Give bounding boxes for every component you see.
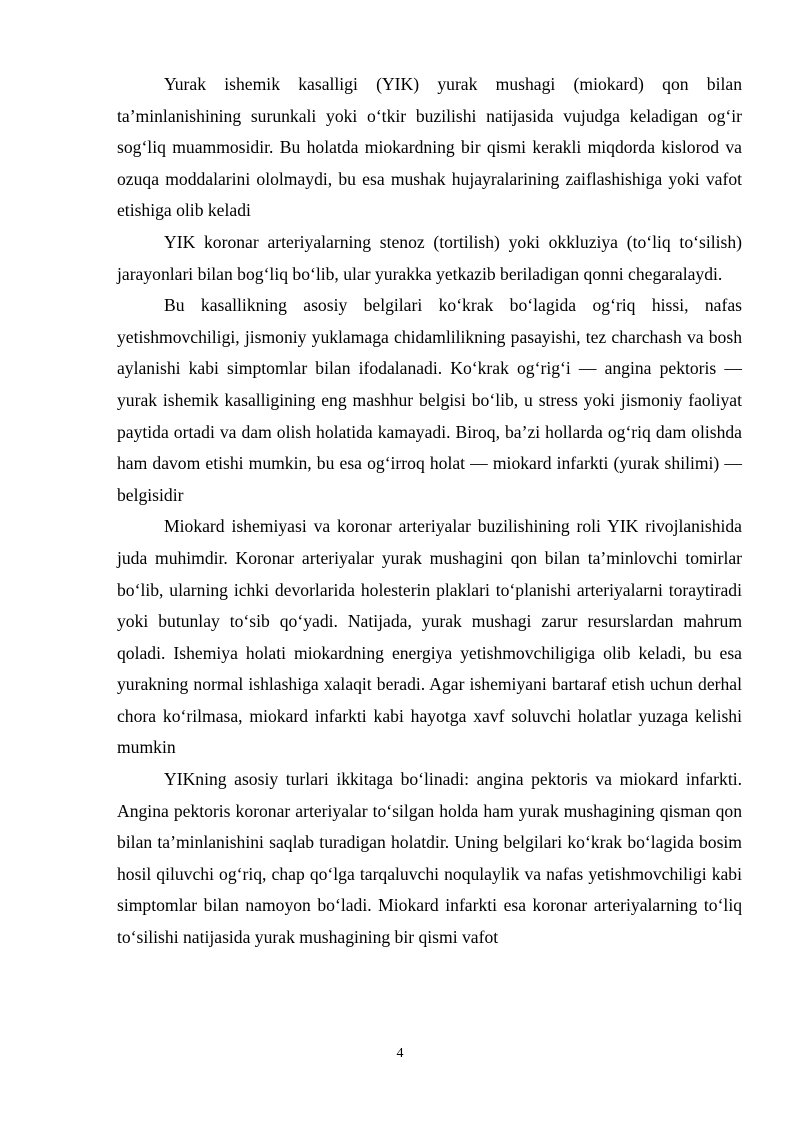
page-number: 4 (396, 1046, 404, 1061)
paragraph-2: YIK koronar arteriyalarning stenoz (tortilish) yoki okkluziya (to‘liq to‘silish) jarayonlari bilan bog‘liq bo‘lib, ular yurakka yetkazib beriladigan qonni chegaralaydi. (117, 231, 742, 284)
paragraph-3: Bu kasallikning asosiy belgilari ko‘krak bo‘lagida og‘riq hissi, nafas yetishmovchiligi, jismoniy yuklamaga chidamlilikning pasayishi, tez charchash va bosh aylanishi kabi simptomlar bilan ifodalanadi. Ko‘krak og‘rig‘i — angina pektoris — yurak ishemik kasalligining eng mashhur belgisi bo‘lib, u stress yoki jismoniy faoliyat paytida ortadi va dam olish holatida kamayadi. Biroq, ba’zi hollarda og‘riq dam olishda ham davom etishi mumkin, bu esa og‘irroq holat — miokard infarkti (yurak shilimi) — belgisidir (117, 295, 742, 505)
paragraph-5: YIKning asosiy turlari ikkitaga bo‘linadi: angina pektoris va miokard infarkti. Angina pektoris koronar arteriyalar to‘silgan holda ham yurak mushagining qisman qon bilan ta’minlanishini saqlab turadigan holatdir. Uning belgilari ko‘krak bo‘lagida bosim hosil qiluvchi og‘riq, chap qo‘lga tarqaluvchi noqulaylik va nafas yetishmovchiligi kabi simptomlar bilan namoyon bo‘ladi. Miokard infarkti esa koronar arteriyalarning to‘liq to‘silishi natijasida yurak mushagining bir qismi vafot (117, 769, 742, 948)
paragraph-4: Miokard ishemiyasi va koronar arteriyalar buzilishining roli YIK rivojlanishida juda muhimdir. Koronar arteriyalar yurak mushagini qon bilan ta’minlovchi tomirlar bo‘lib, ularning ichki devorlarida holesterin plaklari to‘planishi arteriyalarni toraytiradi yoki butunlay to‘sib qo‘yadi. Natijada, yurak mushagi zarur resurslardan mahrum qoladi. Ishemiya holati miokardning energiya yetishmovchiligiga olib keladi, bu esa yurakning normal ishlashiga xalaqit beradi. Agar ishemiyani bartaraf etish uchun derhal chora ko‘rilmasa, miokard infarkti kabi hayotga xavf soluvchi holatlar yuzaga kelishi mumkin (117, 516, 742, 758)
document-body (117, 69, 742, 954)
paragraph-1: Yurak ishemik kasalligi (YIK) yurak mushagi (miokard) qon bilan ta’minlanishining surunkali yoki o‘tkir buzilishi natijasida vujudga keladigan og‘ir sog‘liq muammosidir. Bu holatda miokardning bir qismi kerakli miqdorda kislorod va ozuqa moddalarini ololmaydi, bu esa mushak hujayralarining zaiflashishiga yoki vafot etishiga olib keladi (117, 74, 742, 221)
